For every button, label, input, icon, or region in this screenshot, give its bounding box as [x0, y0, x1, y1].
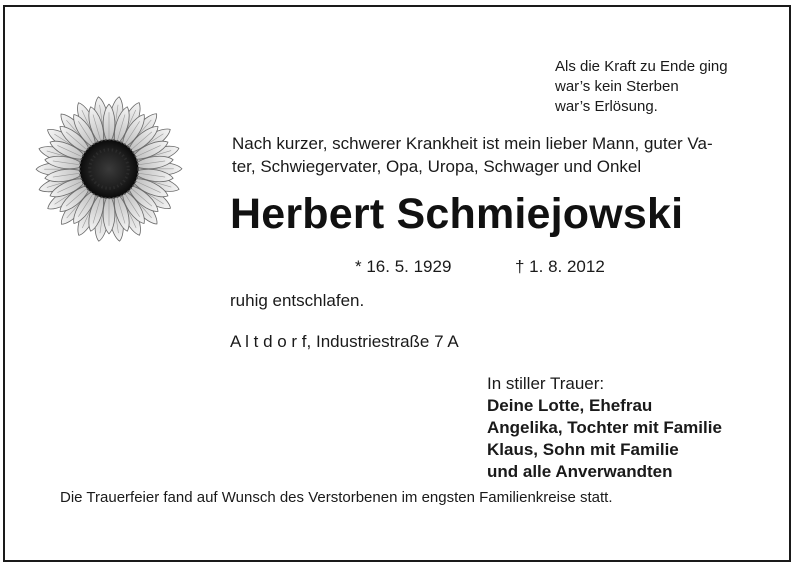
poem-line: war’s Erlösung. — [555, 98, 658, 115]
death-date: † 1. 8. 2012 — [515, 257, 605, 276]
passed-text: ruhig entschlafen. — [230, 291, 365, 310]
deceased-name: Herbert Schmiejowski — [230, 190, 684, 238]
mourners-block — [487, 373, 722, 483]
poem-line: war’s kein Sterben — [555, 78, 679, 95]
intro-line: Nach kurzer, schwerer Krankheit ist mein lieber Mann, guter Va- — [232, 134, 713, 153]
intro-text — [232, 132, 737, 178]
poem — [555, 57, 728, 117]
funeral-note: Die Trauerfeier fand auf Wunsch des Verstorbenen im engsten Familienkreise statt. — [60, 489, 613, 506]
mourner-line: Klaus, Sohn mit Familie — [487, 440, 679, 459]
mourners-heading: In stiller Trauer: — [487, 374, 605, 393]
address: A l t d o r f, Industriestraße 7 A — [230, 332, 459, 351]
mourner-line: Angelika, Tochter mit Familie — [487, 418, 722, 437]
sunflower-icon — [28, 88, 190, 250]
birth-date: * 16. 5. 1929 — [355, 257, 452, 276]
mourner-line: und alle Anverwandten — [487, 462, 673, 481]
poem-line: Als die Kraft zu Ende ging — [555, 58, 728, 75]
intro-line: ter, Schwiegervater, Opa, Uropa, Schwager und Onkel — [232, 157, 642, 176]
mourner-line: Deine Lotte, Ehefrau — [487, 396, 653, 415]
